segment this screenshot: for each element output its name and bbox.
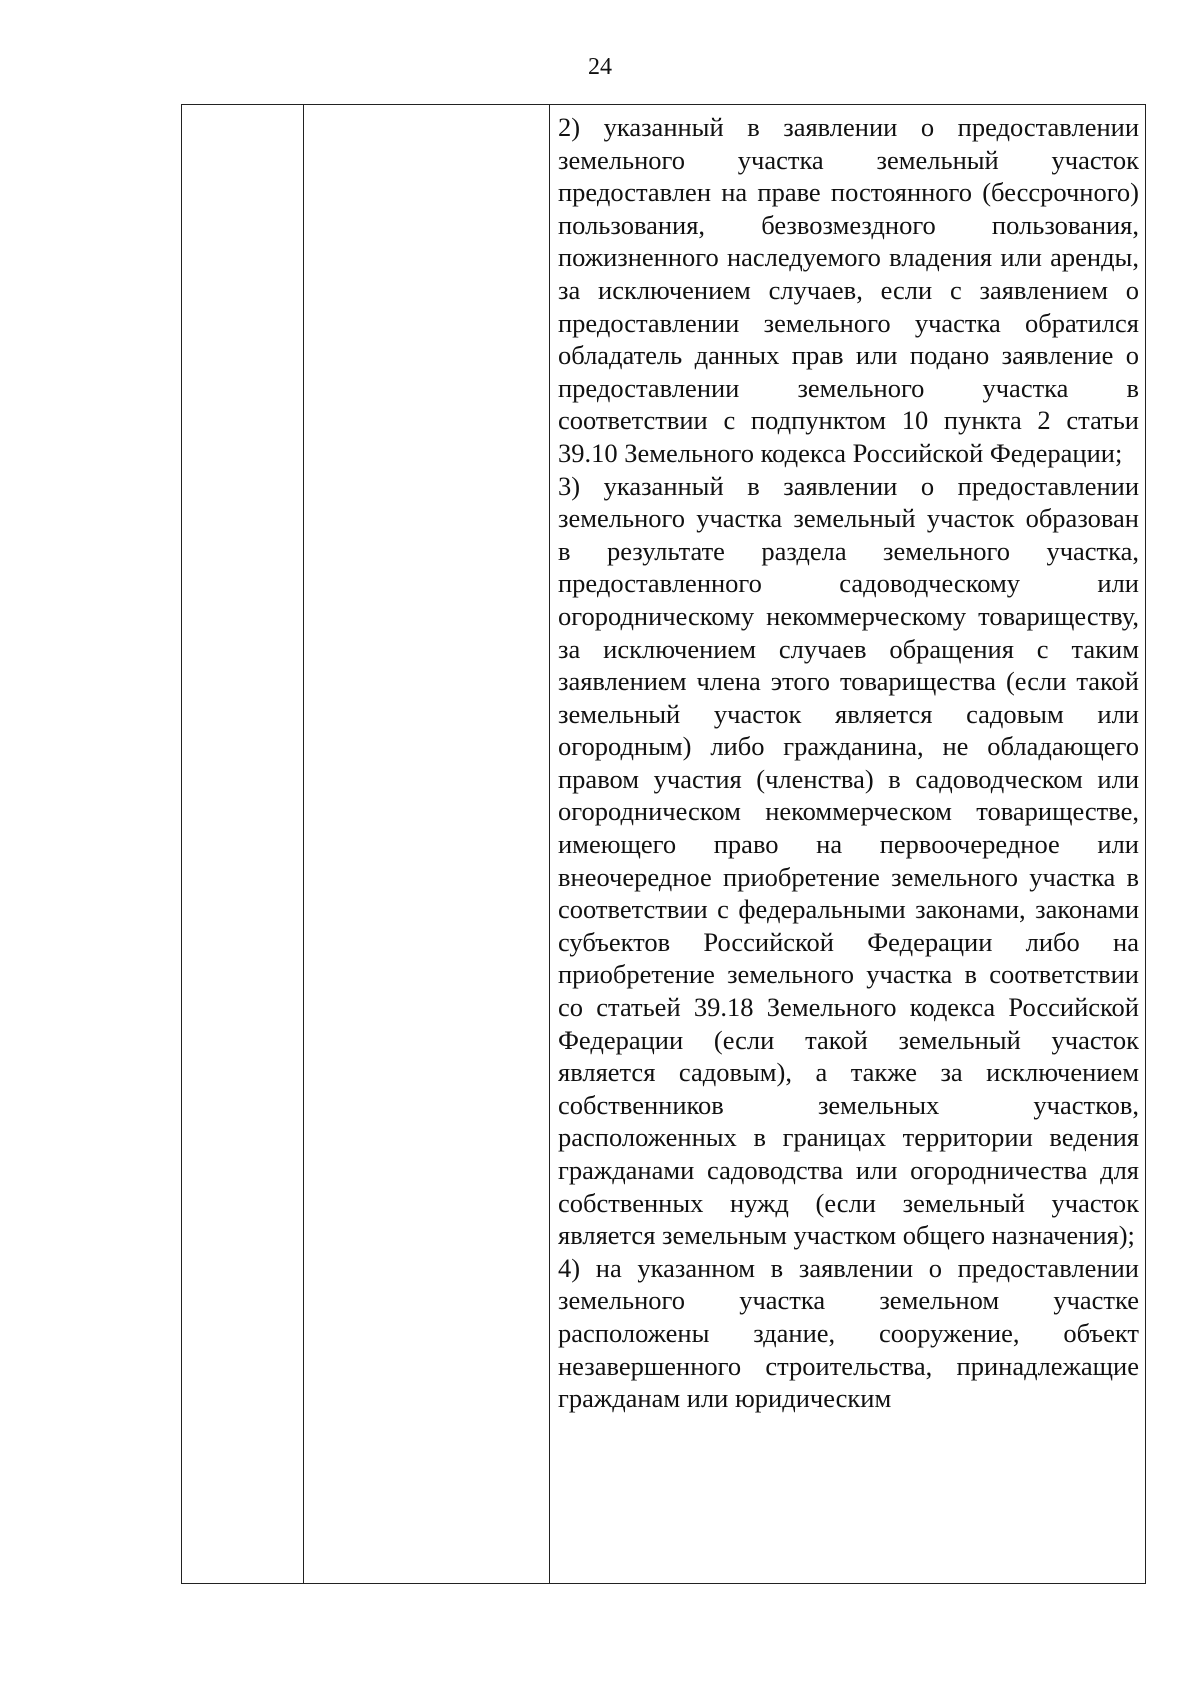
document-table xyxy=(181,104,1146,1584)
column-divider-2 xyxy=(549,105,550,1583)
table-cell-grounds-text xyxy=(554,111,1139,1581)
paragraph-item-4: 4) на указанном в заявлении о предоставлении земельного участка земельном участке расположены здание, сооружение, объект незавершенного строительства, принадлежащие гражданам или юридическим xyxy=(558,1252,1139,1414)
paragraph-item-3: 3) указанный в заявлении о предоставлении земельного участка земельный участок образован в результате раздела земельного участка, предоставленного садоводческому или огородническому некоммерческому товариществу, за исключением случаев обращения с таким заявлением члена этого товарищества (если такой земельный участок является садовым или огородным) либо гражданина, не обладающего правом участия (членства) в садоводческом или огородническом некоммерческом товариществе, имеющего право на первоочередное или внеочередное приобретение земельного участка в соответствии с федеральными законами, законами субъектов Российской Федерации либо на приобретение земельного участка в соответствии со статьей 39.18 Земельного кодекса Российской Федерации (если такой земельный участок является садовым), а также за исключением собственников земельных участков, расположенных в границах территории ведения гражданами садоводства или огородничества для собственных нужд (если земельный участок является земельным участком общего назначения); xyxy=(558,470,1139,1251)
column-divider-1 xyxy=(303,105,304,1583)
page-number: 24 xyxy=(588,54,612,80)
paragraph-item-2: 2) указанный в заявлении о предоставлении земельного участка земельный участок предоставлен на праве постоянного (бессрочного) пользования, безвозмездного пользования, пожизненного наследуемого владения или аренды, за исключением случаев, если с заявлением о предоставлении земельного участка обратился обладатель данных прав или подано заявление о предоставлении земельного участка в соответствии с подпунктом 10 пункта 2 статьи 39.10 Земельного кодекса Российской Федерации; xyxy=(558,112,1139,468)
